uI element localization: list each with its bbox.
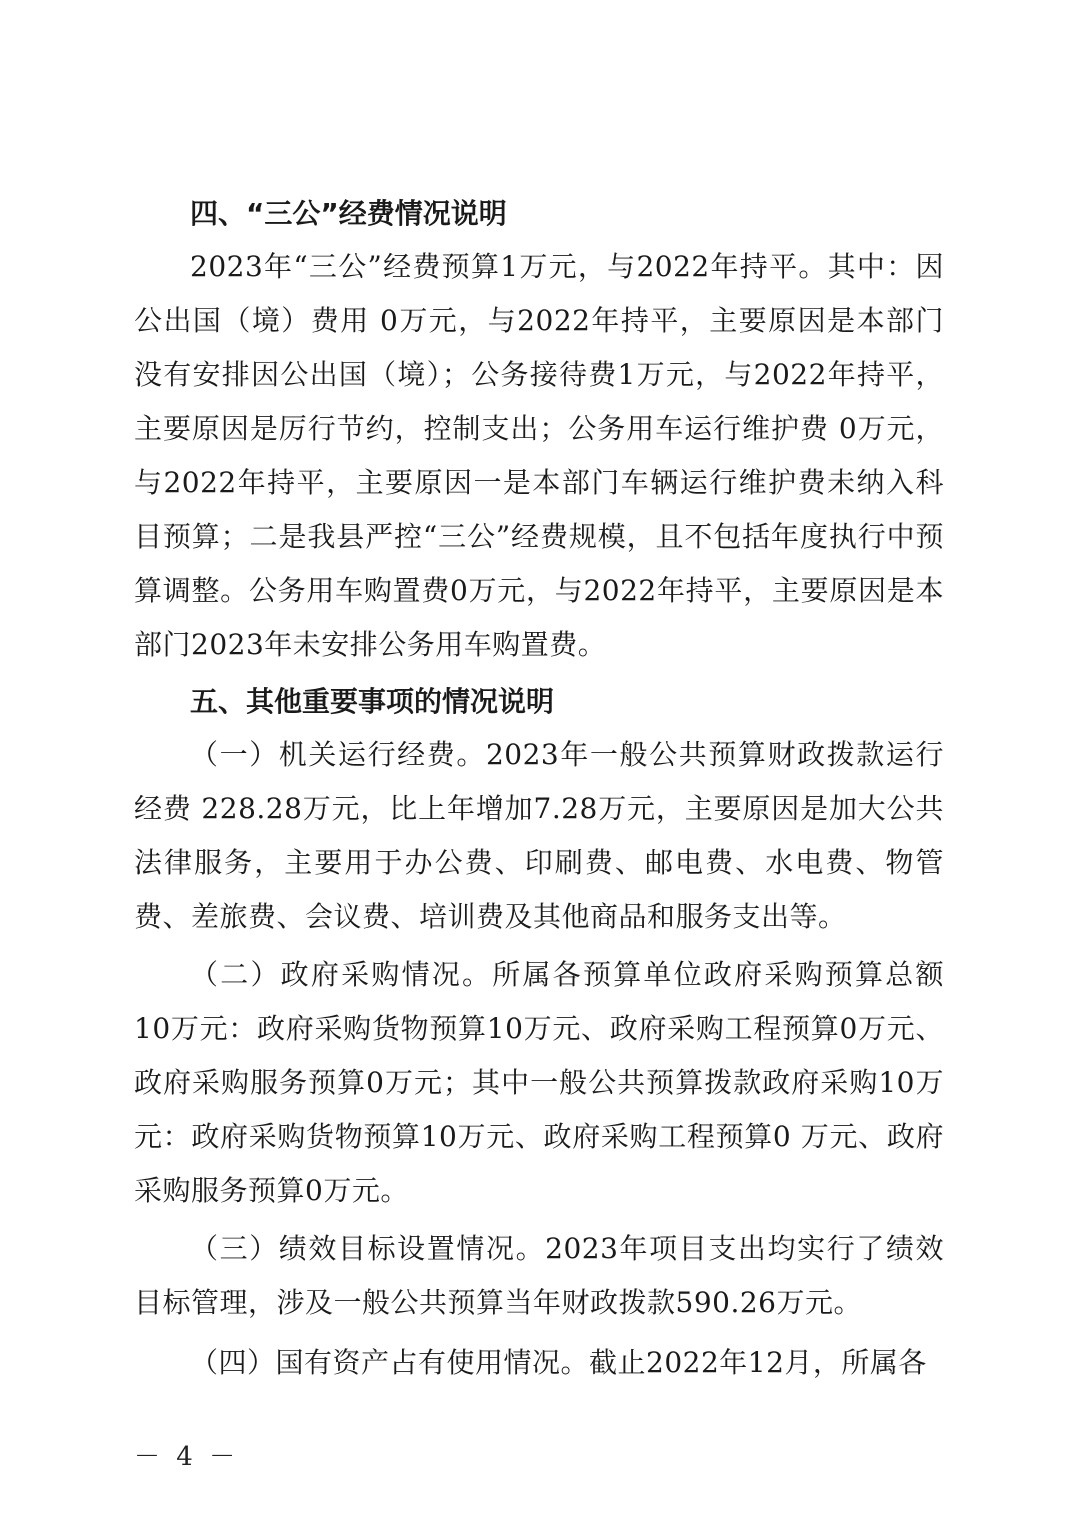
section-5-item-2: （二）政府采购情况。所属各预算单位政府采购预算总额 10万元：政府采购货物预算10万元、政府采购工程预算0万元、政府采购服务预算0万元；其中一般公共预算拨款政府采购10万元：政府采购货物预算10万元、政府采购工程预算0 万元、政府采购服务预算0万元。: [134, 958, 944, 1207]
section-4-heading: 四、“三公”经费情况说明: [190, 197, 507, 230]
section-5-item-4: （四）国有资产占有使用情况。截止2022年12月，所属各: [190, 1346, 927, 1379]
document-page: [134, 188, 944, 1390]
page-number: － 4 －: [134, 1442, 240, 1472]
section-5-heading: 五、其他重要事项的情况说明: [190, 685, 555, 718]
section-5-item-3: （三）绩效目标设置情况。2023年项目支出均实行了绩效目标管理，涉及一般公共预算当年财政拨款590.26万元。: [134, 1232, 944, 1319]
section-4-paragraph: 2023年“三公”经费预算1万元，与2022年持平。其中：因公出国（境）费用 0万元，与2022年持平，主要原因是本部门没有安排因公出国（境）；公务接待费1万元，与2022年持平，主要原因是厉行节约，控制支出；公务用车运行维护费 0万元，与2022年持平，主要原因一是本部门车辆运行维护费未纳入科目预算；二是我县严控“三公”经费规模，且不包括年度执行中预算调整。公务用车购置费0万元，与2022年持平，主要原因是本部门2023年未安排公务用车购置费。: [134, 250, 944, 661]
section-5-item-1: （一）机关运行经费。2023年一般公共预算财政拨款运行经费 228.28万元，比上年增加7.28万元，主要原因是加大公共法律服务，主要用于办公费、印刷费、邮电费、水电费、物管费、差旅费、会议费、培训费及其他商品和服务支出等。: [134, 738, 944, 933]
